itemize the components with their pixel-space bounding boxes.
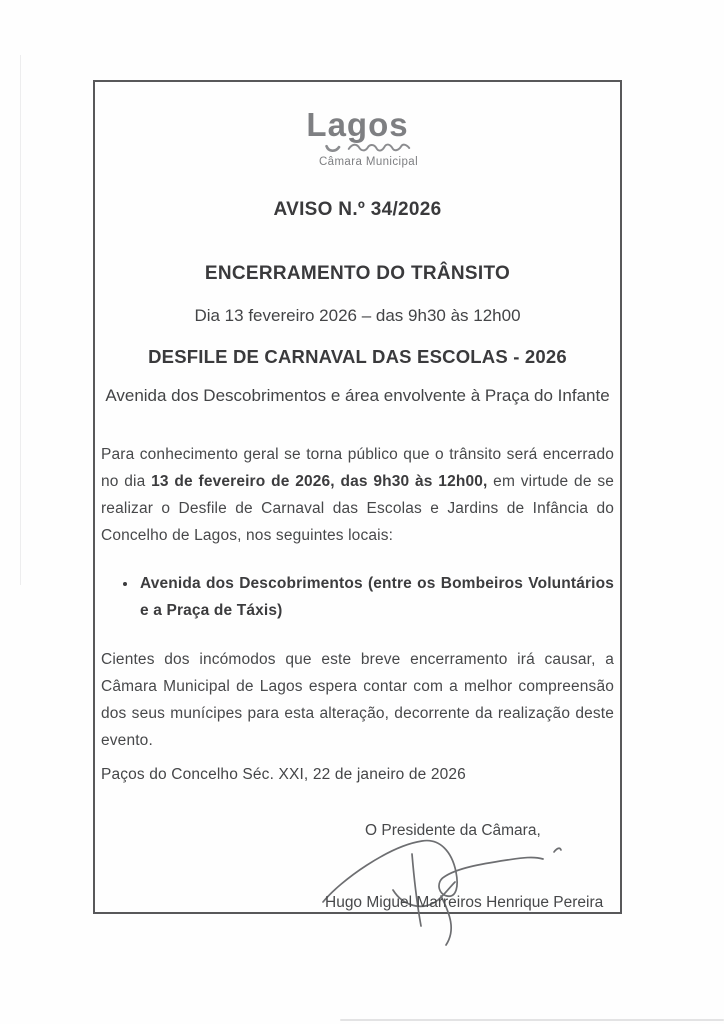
paragraph-intro — [101, 441, 614, 549]
intro-text-cont: em virtude de se realizar o Desfile de Carnaval das Escolas e Jardins de Infância do Concelho de Lagos, nos seguintes locais: — [101, 473, 614, 544]
heading-location: Avenida dos Descobrimentos e área envolvente à Praça do Infante — [105, 386, 610, 405]
paragraph-closing: Cientes dos incómodos que este breve encerramento irá causar, a Câmara Municipal de Lagos espera contar com a melhor compreensão dos seus munícipes para esta alteração, decorrente da realização deste evento. — [101, 651, 614, 749]
dateline: Paços do Concelho Séc. XXI, 22 de janeiro de 2026 — [101, 766, 466, 783]
signature-name: Hugo Miguel Marreiros Henrique Pereira — [325, 894, 604, 911]
list-item — [138, 570, 614, 624]
scan-artifact-bottom — [340, 1019, 724, 1021]
location-item-text: Avenida dos Descobrimentos (entre os Bombeiros Voluntários e a Praça de Táxis) — [140, 575, 614, 619]
logo-subtitle: Câmara Municipal — [318, 156, 419, 168]
intro-text: Para conhecimento geral se torna público que o trânsito será encerrado no dia — [101, 446, 614, 490]
intro-bold-date: 13 de fevereiro de 2026, das 9h30 às 12h00, — [151, 473, 488, 490]
heading-closure: ENCERRAMENTO DO TRÂNSITO — [204, 263, 511, 284]
heading-schedule: Dia 13 fevereiro 2026 – das 9h30 às 12h00 — [194, 306, 521, 325]
scan-artifact-left — [20, 55, 21, 585]
signature-block — [101, 822, 614, 952]
heading-event: DESFILE DE CARNAVAL DAS ESCOLAS - 2026 — [148, 346, 567, 367]
municipality-logo — [101, 108, 614, 168]
logo-wordmark: Lagos — [306, 106, 409, 143]
signature-icon — [309, 830, 593, 950]
notice-number: AVISO N.º 34/2026 — [273, 199, 442, 220]
document-border-frame — [93, 80, 622, 914]
signature-title: O Presidente da Câmara, — [365, 822, 541, 839]
locations-list — [101, 570, 614, 624]
